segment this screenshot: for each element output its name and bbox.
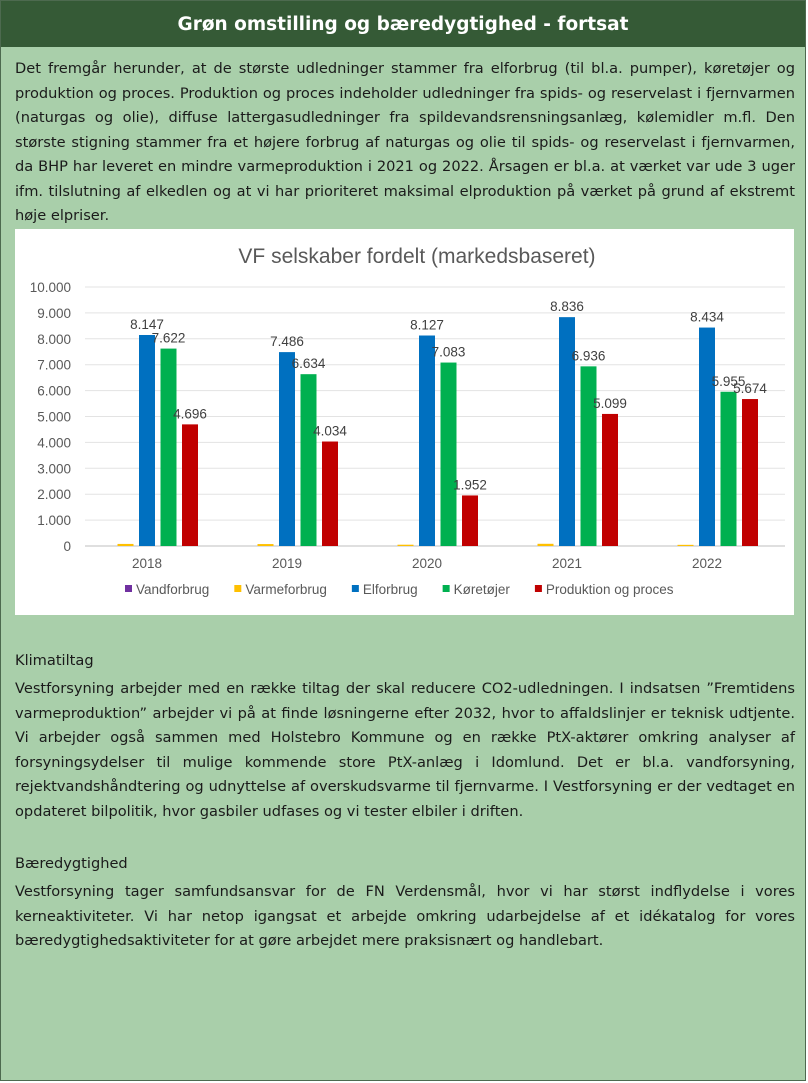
bar	[678, 545, 694, 546]
y-tick-label: 9.000	[37, 305, 71, 321]
bar	[462, 495, 478, 546]
data-label: 5.955	[711, 373, 746, 389]
bar	[419, 336, 435, 546]
y-tick-label: 7.000	[37, 357, 71, 373]
x-tick-label: 2021	[551, 556, 583, 571]
bar	[398, 545, 414, 546]
bar	[182, 424, 198, 546]
bar	[538, 544, 554, 546]
x-tick-label: 2020	[411, 556, 443, 571]
bar	[721, 392, 737, 546]
page-title: Grøn omstilling og bæredygtighed - fortsat	[177, 13, 629, 35]
intro-paragraph: Det fremgår herunder, at de største udledninger stammer fra elforbrug (til bl.a. pumper), køretøjer og produktion og proces. Produktion og proces indeholder udledninger fra spids- og reservelast i fjernvarmen (naturgas og olie), diffuse lattergasudledninger fra spildevandsrensningsanlæg, kølemidler m.fl. Den største stigning stammer fra et højere forbrug af naturgas og olie til spids- og reservelast i fjernvarmen, da BHP har leveret en mindre varmeproduktion i 2021 og 2022. Årsagen er bl.a. at værket var ude 3 uger ifm. tilslutning af elkedlen og at vi har prioriteret maksimal elproduktion på værket på grund af ekstremt høje elpriser.	[15, 60, 795, 224]
y-tick-label: 1.000	[37, 513, 71, 529]
data-label: 8.127	[410, 317, 444, 333]
data-label: 4.696	[173, 406, 207, 422]
data-label: 4.034	[313, 423, 347, 439]
bar	[161, 349, 177, 546]
y-tick-label: 6.000	[37, 383, 71, 399]
legend-swatch	[125, 585, 132, 592]
legend-label: Vandforbrug	[136, 582, 210, 597]
baeredygtighed-heading: Bæredygtighed	[15, 855, 128, 872]
bar	[258, 544, 274, 546]
klimatiltag-paragraph: Vestforsyning arbejder med en række tiltag der skal reducere CO2-udledningen. I indsatsen ”Fremtidens varmeproduktion” arbejder vi på at finde løsningerne efter 2032, hvor to affaldslinjer er teknisk udtjente. Vi arbejder også sammen med Holstebro Kommune og en række PtX-aktører omkring analyser af forsyningsydelser til mulige kommende store PtX-anlæg i Idomlund. Det er bl.a. vandforsyning, rejektvandshåndtering og udnyttelse af overskudsvarme til fjernvarme. I Vestforsyning er der vedtaget en opdateret bilpolitik, hvor gasbiler udfases og vi tester elbiler i driften.	[15, 680, 795, 820]
y-tick-label: 3.000	[37, 461, 71, 477]
emissions-chart	[15, 229, 794, 615]
legend-swatch	[234, 585, 241, 592]
y-tick-label: 10.000	[29, 280, 71, 295]
bar	[139, 335, 155, 546]
y-tick-label: 2.000	[37, 487, 71, 503]
bar	[699, 328, 715, 546]
data-label: 1.952	[453, 477, 487, 493]
data-label: 6.936	[571, 348, 606, 364]
legend-label: Varmeforbrug	[245, 582, 327, 597]
data-label: 8.434	[690, 309, 724, 325]
x-tick-label: 2019	[271, 556, 303, 571]
data-label: 8.147	[130, 316, 164, 332]
chart-title: VF selskaber fordelt (markedsbaseret)	[238, 245, 596, 268]
data-label: 8.836	[550, 299, 584, 315]
bar	[441, 363, 457, 546]
bar	[279, 352, 295, 546]
data-label: 5.099	[593, 395, 627, 411]
data-label: 7.083	[431, 344, 466, 360]
y-tick-label: 5.000	[37, 409, 71, 425]
legend-swatch	[443, 585, 450, 592]
data-label: 7.622	[151, 330, 186, 346]
data-label: 5.674	[733, 381, 767, 397]
bar	[322, 442, 338, 546]
legend-label: Produktion og proces	[545, 582, 674, 597]
bar	[581, 366, 597, 546]
chart-svg	[15, 229, 794, 615]
bar	[742, 399, 758, 546]
bar	[301, 374, 317, 546]
bar	[602, 414, 618, 546]
legend-label: Elforbrug	[362, 582, 418, 597]
data-label: 7.486	[270, 334, 304, 350]
x-tick-label: 2018	[131, 556, 163, 571]
legend-swatch	[535, 585, 542, 592]
data-label: 6.634	[291, 356, 326, 372]
y-tick-label: 0	[63, 539, 71, 554]
x-tick-label: 2022	[691, 556, 723, 571]
baeredygtighed-paragraph: Vestforsyning tager samfundsansvar for de FN Verdensmål, hvor vi har størst indflydelse i vores kerneaktiviteter. Vi har netop igangsat et arbejde omkring udarbejdelse af et idékatalog for vores bæredygtighedsaktiviteter for at gøre arbejdet mere praksisnært og handlebart.	[15, 883, 795, 949]
page-header	[1, 1, 805, 47]
y-tick-label: 8.000	[37, 331, 71, 347]
legend-label: Køretøjer	[453, 582, 510, 597]
bar	[118, 544, 134, 546]
klimatiltag-heading: Klimatiltag	[15, 652, 94, 669]
legend-swatch	[352, 585, 359, 592]
y-tick-label: 4.000	[37, 435, 71, 451]
